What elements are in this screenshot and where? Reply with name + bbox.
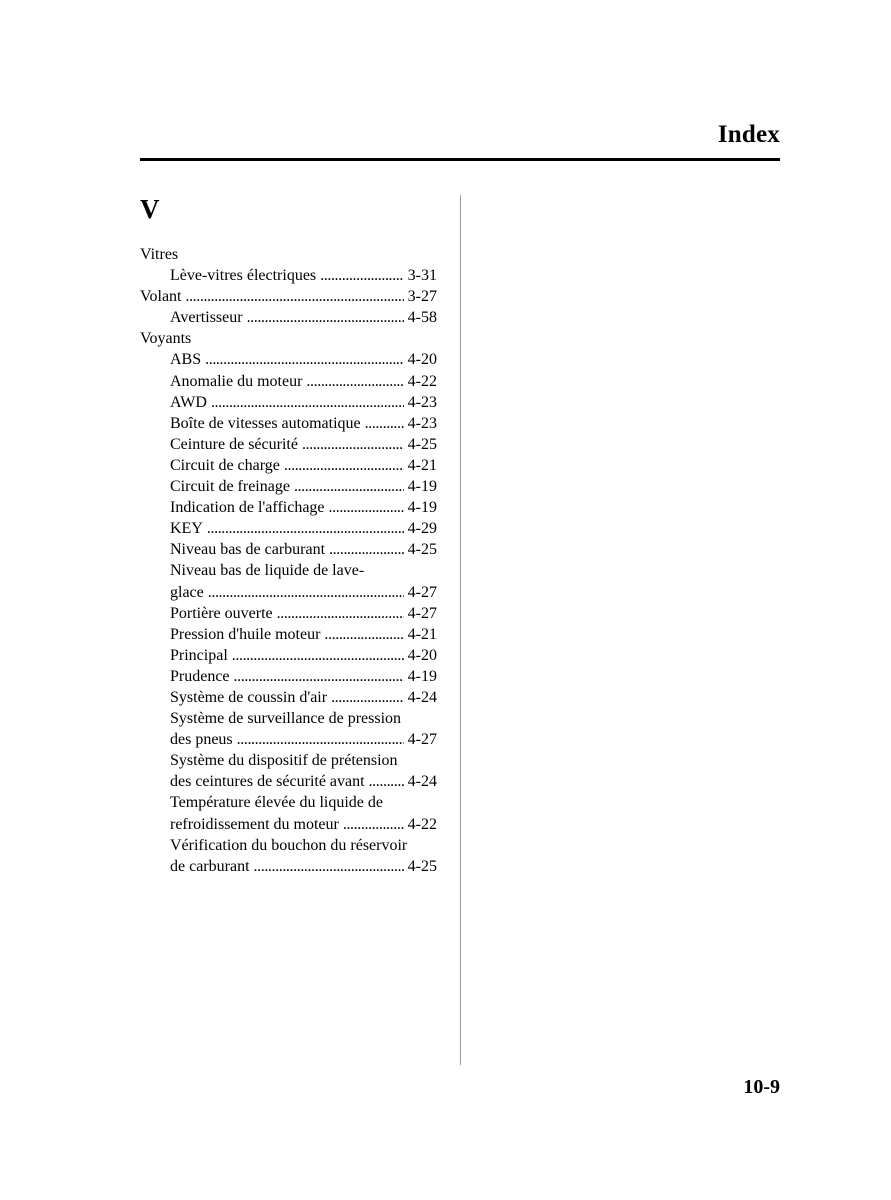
dot-leader (329, 539, 404, 560)
index-page-ref: 4-21 (407, 625, 437, 643)
dot-leader (234, 666, 404, 687)
index-page-ref: 4-22 (407, 815, 437, 833)
dot-leader (369, 771, 404, 792)
index-term: Principal (170, 646, 228, 664)
index-page-ref: 4-20 (407, 351, 437, 369)
dot-leader (343, 814, 404, 835)
index-entry-row (170, 476, 437, 497)
index-page-ref: 4-21 (407, 456, 437, 474)
index-entry (140, 666, 437, 687)
index-page-ref: 4-19 (407, 667, 437, 685)
index-entry (140, 497, 437, 518)
index-entry (140, 392, 437, 413)
index-term: Anomalie du moteur (170, 372, 303, 390)
index-term: des pneus (170, 731, 233, 749)
index-entry (140, 307, 437, 328)
index-entry (140, 539, 437, 560)
index-term: Système de surveillance de pression (170, 710, 402, 728)
index-term: Circuit de freinage (170, 478, 290, 496)
dot-leader (306, 371, 403, 392)
index-entry (140, 518, 437, 539)
index-term: Système du dispositif de prétension (170, 752, 398, 770)
index-term: Voyants (140, 330, 192, 348)
index-term: refroidissement du moteur (170, 815, 339, 833)
index-entry-row (170, 603, 437, 624)
index-term: Pression d'huile moteur (170, 625, 321, 643)
index-entry-row (170, 455, 437, 476)
index-page-ref: 4-29 (407, 520, 437, 538)
index-entry-row (170, 729, 437, 750)
index-entry (140, 328, 437, 349)
index-term: ABS (170, 351, 202, 369)
dot-leader (329, 497, 404, 518)
column-divider (460, 195, 461, 1065)
index-term: Volant (140, 288, 182, 306)
index-entry-row (170, 771, 437, 792)
index-entry (140, 244, 437, 265)
index-page-ref: 4-19 (407, 499, 437, 517)
index-term: Système de coussin d'air (170, 688, 328, 706)
dot-leader (247, 307, 404, 328)
index-entry-row (170, 349, 437, 370)
index-entry (140, 582, 437, 603)
index-term: Boîte de vitesses automatique (170, 414, 361, 432)
index-page-ref: 4-25 (407, 857, 437, 875)
index-entry-row (170, 434, 437, 455)
index-entry-row (170, 687, 437, 708)
index-term: Vitres (140, 246, 179, 263)
index-entry-row (170, 518, 437, 539)
page-number: 10-9 (743, 1076, 780, 1098)
index-term: Prudence (170, 667, 230, 685)
dot-leader (208, 582, 404, 603)
index-entry-row (170, 645, 437, 666)
index-entry-row (140, 286, 437, 307)
index-term: Circuit de charge (170, 456, 280, 474)
index-entry (140, 455, 437, 476)
index-entry (140, 771, 437, 792)
index-entry-row (170, 413, 437, 434)
index-term: Température élevée du liquide de (170, 794, 383, 812)
index-entry (140, 624, 437, 645)
dot-leader (232, 645, 404, 666)
dot-leader (284, 455, 404, 476)
index-entry-row (170, 497, 437, 518)
index-entry (140, 265, 437, 286)
index-entry-row (170, 371, 437, 392)
index-entry (140, 856, 437, 877)
index-list (140, 244, 437, 877)
index-term: Niveau bas de liquide de lave- (170, 562, 365, 580)
index-term: Indication de l'affichage (170, 499, 325, 517)
dot-leader (254, 856, 404, 877)
index-entry (140, 814, 437, 835)
index-page-ref: 4-27 (407, 604, 437, 622)
index-entry-row (170, 856, 437, 877)
dot-leader (185, 286, 403, 307)
index-entry-row (170, 307, 437, 328)
index-term: Vérification du bouchon du réservoir (170, 836, 408, 854)
index-entry (140, 729, 437, 750)
dot-leader (277, 603, 404, 624)
index-page-ref: 3-27 (407, 288, 437, 306)
index-entry (140, 476, 437, 497)
index-entry-row (170, 392, 437, 413)
index-entry (140, 792, 437, 813)
index-term: de carburant (170, 857, 250, 875)
index-page-ref: 4-27 (407, 731, 437, 749)
dot-leader (320, 265, 404, 286)
index-entry (140, 645, 437, 666)
index-entry (140, 560, 437, 581)
page-title: Index (717, 121, 780, 148)
index-entry-row (170, 814, 437, 835)
index-entry (140, 349, 437, 370)
dot-leader (324, 624, 403, 645)
dot-leader (237, 729, 404, 750)
index-term: Ceinture de sécurité (170, 435, 298, 453)
index-page-ref: 4-24 (407, 688, 437, 706)
index-page-ref: 4-19 (407, 478, 437, 496)
index-term: AWD (170, 393, 207, 411)
index-entry (140, 687, 437, 708)
index-page-ref: 4-22 (407, 372, 437, 390)
index-page-ref: 4-20 (407, 646, 437, 664)
index-entry (140, 434, 437, 455)
index-entry (140, 413, 437, 434)
index-entry-row (170, 666, 437, 687)
index-page-ref: 4-24 (407, 773, 437, 791)
dot-leader (207, 518, 404, 539)
index-term: KEY (170, 520, 203, 538)
index-entry (140, 371, 437, 392)
index-page-ref: 4-23 (407, 393, 437, 411)
header-rule (140, 158, 780, 161)
index-entry-row (170, 265, 437, 286)
index-entry (140, 750, 437, 771)
index-term: Portière ouverte (170, 604, 273, 622)
dot-leader (331, 687, 404, 708)
dot-leader (211, 392, 404, 413)
dot-leader (302, 434, 404, 455)
index-term: glace (170, 583, 204, 601)
index-entry (140, 603, 437, 624)
index-entry-row (170, 624, 437, 645)
index-term: Avertisseur (170, 309, 243, 327)
index-entry (140, 835, 437, 856)
dot-leader (365, 413, 404, 434)
index-entry (140, 286, 437, 307)
index-page-ref: 4-23 (407, 414, 437, 432)
index-entry-row (170, 539, 437, 560)
dot-leader (205, 349, 404, 370)
dot-leader (294, 476, 404, 497)
index-page-ref: 3-31 (407, 267, 437, 285)
index-term: Lève-vitres électriques (170, 267, 317, 285)
index-term: des ceintures de sécurité avant (170, 773, 365, 791)
index-page-ref: 4-25 (407, 541, 437, 559)
index-entry (140, 708, 437, 729)
index-page-ref: 4-58 (407, 309, 437, 327)
index-page-ref: 4-27 (407, 583, 437, 601)
index-entry-row (170, 582, 437, 603)
index-page-ref: 4-25 (407, 435, 437, 453)
section-letter: V (140, 194, 160, 224)
index-term: Niveau bas de carburant (170, 541, 326, 559)
